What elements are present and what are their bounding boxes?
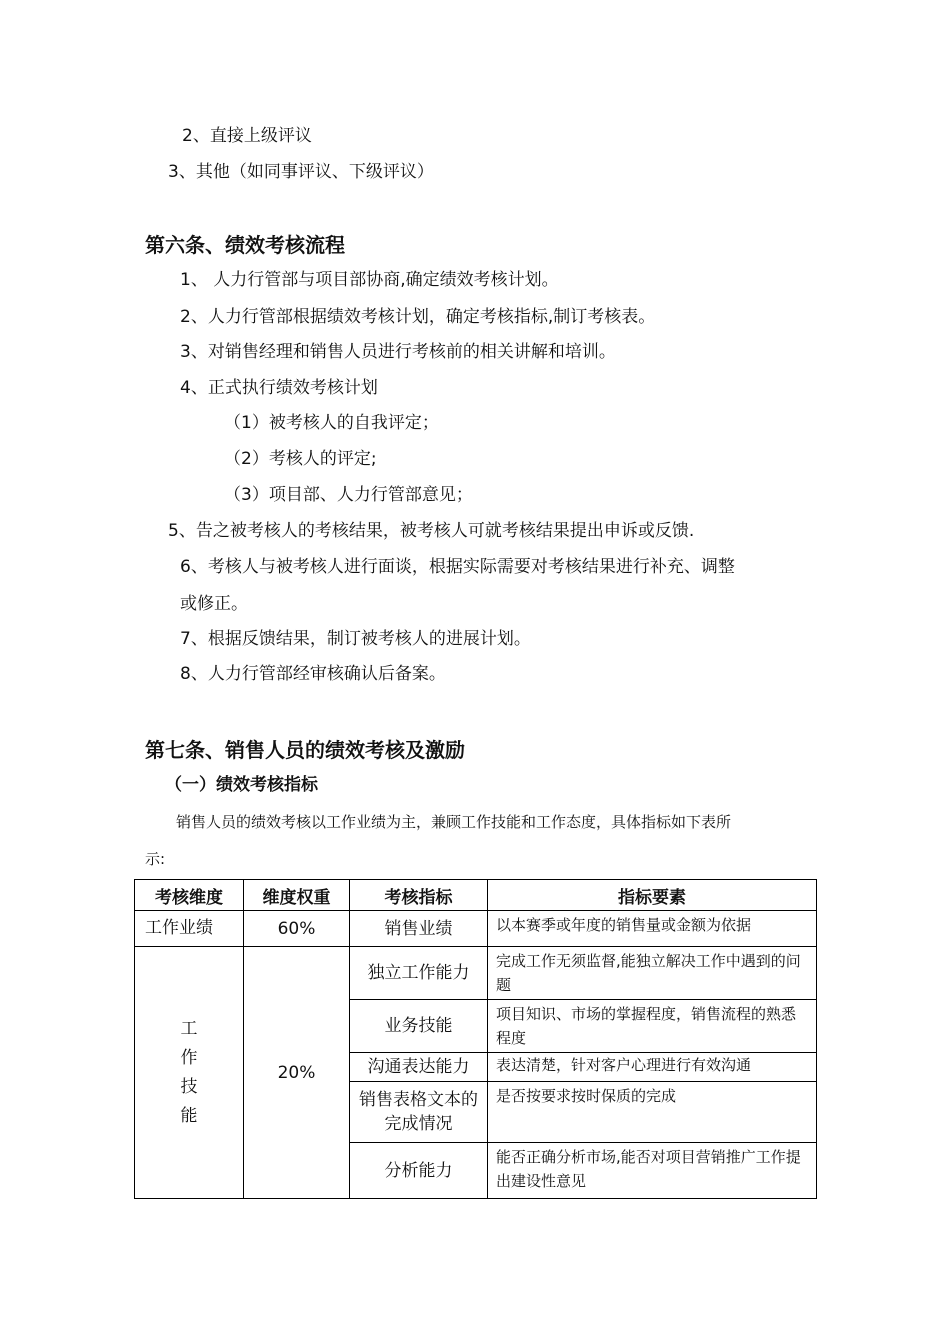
element-cell: 完成工作无须监督,能独立解决工作中遇到的问题: [488, 947, 817, 1000]
indicator-cell: 独立工作能力: [350, 947, 488, 1000]
list-item: 1、 人力行管部与项目部协商,确定绩效考核计划。: [180, 270, 559, 290]
element-cell: 能否正确分析市场,能否对项目营销推广工作提出建设性意见: [488, 1143, 817, 1199]
subsection-heading: （一）绩效考核指标: [165, 775, 318, 795]
list-item: （1）被考核人的自我评定；: [224, 413, 439, 433]
column-header: 考核指标: [350, 880, 488, 911]
table-row: [135, 911, 817, 947]
column-header: 考核维度: [135, 880, 244, 911]
element-cell: 是否按要求按时保质的完成: [488, 1082, 817, 1143]
list-item: 4、正式执行绩效考核计划: [180, 378, 378, 398]
table-header-row: [135, 880, 817, 911]
paragraph-line: 销售人员的绩效考核以工作业绩为主，兼顾工作技能和工作态度，具体指标如下表所: [176, 813, 732, 831]
dimension-cell: 工作业绩: [135, 911, 244, 947]
indicator-cell: 销售业绩: [350, 911, 488, 947]
list-item: 6、考核人与被考核人进行面谈，根据实际需要对考核结果进行补充、调整: [180, 557, 735, 577]
weight-cell: 20%: [244, 947, 350, 1199]
dimension-vertical-label: 工作技能: [180, 1018, 198, 1126]
weight-cell: 60%: [244, 911, 350, 947]
kpi-table: [134, 879, 817, 1199]
list-item: （2）考核人的评定;: [224, 449, 377, 469]
indicator-cell: 业务技能: [350, 1000, 488, 1053]
table-row: [135, 947, 817, 1000]
list-item: （3）项目部、人力行管部意见；: [224, 485, 473, 505]
indicator-cell: 沟通表达能力: [350, 1053, 488, 1082]
element-cell: 项目知识、市场的掌握程度，销售流程的熟悉程度: [488, 1000, 817, 1053]
list-item: 8、人力行管部经审核确认后备案。: [180, 664, 446, 684]
indicator-cell: 分析能力: [350, 1143, 488, 1199]
column-header: 维度权重: [244, 880, 350, 911]
dimension-cell: [135, 947, 244, 1199]
column-header: 指标要素: [488, 880, 817, 911]
paragraph-line: 示:: [145, 850, 166, 868]
list-item: 5、告之被考核人的考核结果，被考核人可就考核结果提出申诉或反馈.: [168, 521, 695, 541]
list-item: 7、根据反馈结果，制订被考核人的进展计划。: [180, 629, 531, 649]
section-heading: 第七条、销售人员的绩效考核及激励: [145, 738, 465, 762]
list-item: 3、对销售经理和销售人员进行考核前的相关讲解和培训。: [180, 342, 616, 362]
element-cell: 以本赛季或年度的销售量或金额为依据: [488, 911, 817, 947]
list-item: 或修正。: [180, 594, 248, 614]
list-item: 3、其他（如同事评议、下级评议）: [168, 162, 434, 182]
section-heading: 第六条、绩效考核流程: [145, 233, 345, 257]
list-item: 2、直接上级评议: [182, 126, 312, 146]
indicator-cell: 销售表格文本的完成情况: [350, 1082, 488, 1143]
element-cell: 表达清楚，针对客户心理进行有效沟通: [488, 1053, 817, 1082]
list-item: 2、人力行管部根据绩效考核计划，确定考核指标,制订考核表。: [180, 307, 656, 327]
